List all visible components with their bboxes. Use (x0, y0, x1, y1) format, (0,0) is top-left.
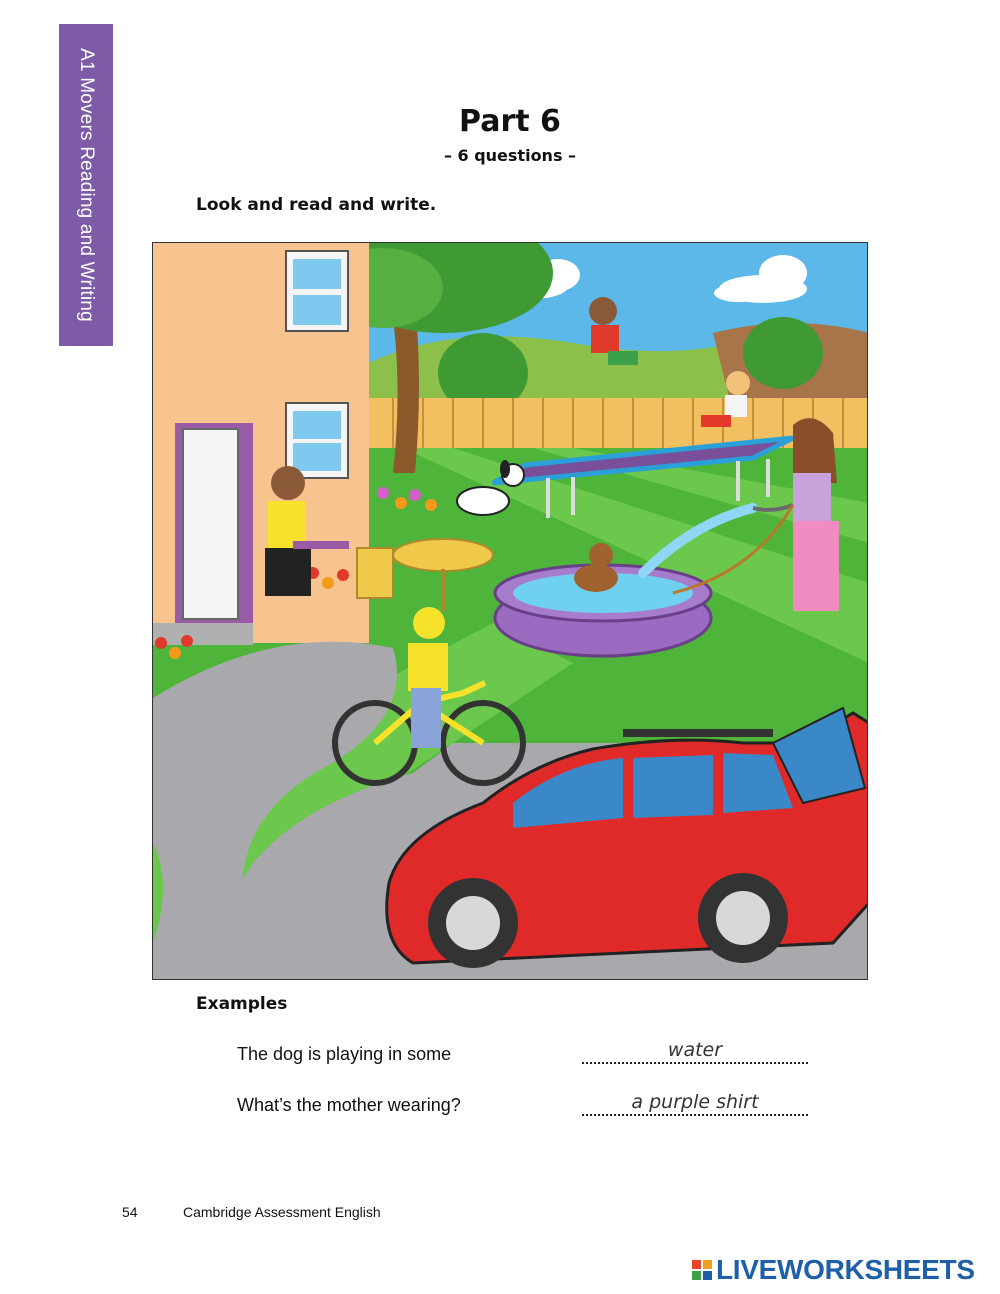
page-number: 54 (122, 1204, 138, 1220)
examples-heading: Examples (196, 994, 288, 1014)
page-subtitle: – 6 questions – (443, 146, 577, 165)
liveworksheets-mark-icon (692, 1260, 712, 1280)
example-question-2: What’s the mother wearing? (237, 1095, 461, 1115)
liveworksheets-logo[interactable] (692, 1253, 975, 1287)
publisher-name: Cambridge Assessment English (183, 1204, 381, 1220)
page-title: Part 6 (459, 104, 561, 139)
liveworksheets-wordmark: LIVEWORKSHEETS (716, 1254, 975, 1285)
sidebar-label: A1 Movers Reading and Writing (76, 48, 97, 322)
garden-scene-illustration (152, 242, 868, 980)
example-answer-2[interactable]: a purple shirt (582, 1091, 808, 1116)
sidebar-tab (59, 24, 113, 346)
example-answer-1[interactable]: water (582, 1039, 808, 1064)
example-question-1: The dog is playing in some (237, 1044, 452, 1064)
instruction-text: Look and read and write. (196, 195, 437, 215)
